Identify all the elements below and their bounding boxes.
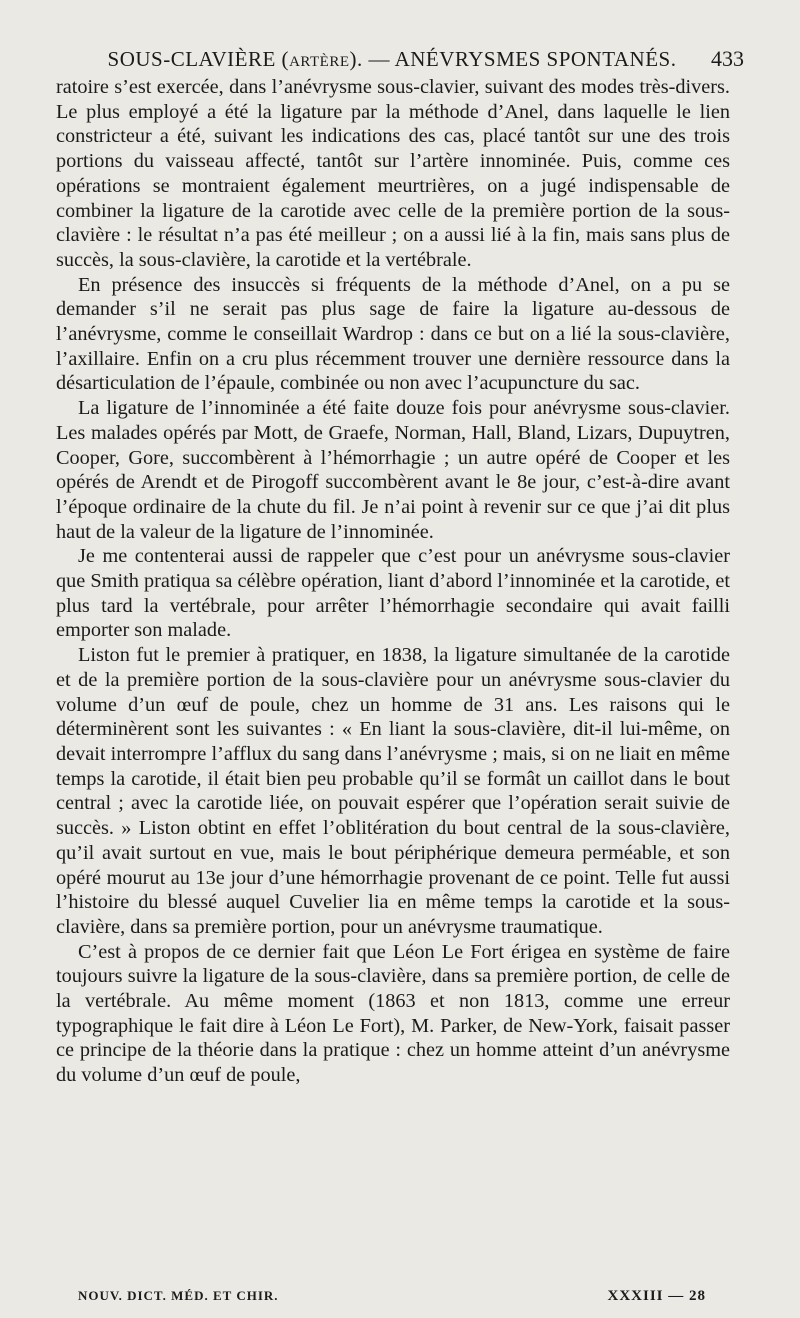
running-title-end: ). — ANÉVRYSMES SPONTANÉS.: [349, 47, 677, 71]
paragraph-4: Je me contenterai aussi de rappeler que c’est pour un anévrysme sous-clavier que Smith pratiqua sa célèbre opération, liant d’abord l’innominée et la carotide, et plus tard la vertébrale, pour arrêter l’hémorrhagie secondaire qui avait failli emporter son malade.: [56, 545, 730, 642]
paragraph-5: Liston fut le premier à pratiquer, en 1838, la ligature simultanée de la carotide et de la première portion de la sous-clavière pour un anévrysme sous-clavier du volume d’un œuf de poule, chez un homme de 31 ans. Les raisons qui le déterminèrent sont les suivantes : « En liant la sous-clavière, dit-il lui-même, on devait interrompre l’afflux du sang dans l’anévrysme ; mais, si on ne liait en même temps la carotide, il était bien peu probable qu’il se formât un caillot dans le bout central ; avec la carotide liée, on pouvait espérer que l’opération serait suivie de succès. » Liston obtint en effet l’oblitération du bout central de la sous-clavière, qu’il avait surtout en vue, mais le bout périphérique demeura perméable, et son opéré mourut au 13e jour d’une hémorrhagie provenant de ce point. Telle fut aussi l’histoire du blessé auquel Cuvelier lia en même temps la carotide et la sous-clavière, dans sa première portion, pour un anévrysme traumatique.: [56, 644, 730, 938]
footer-publication: NOUV. DICT. MÉD. ET CHIR.: [78, 1288, 279, 1303]
footer-signature: XXXIII — 28: [607, 1288, 706, 1304]
paragraph-1: ratoire s’est exercée, dans l’anévrysme sous-clavier, suivant des modes très-divers. Le plus employé a été la ligature par la méthode d’Anel, dans laquelle le lien constricteur a été, suivant les indications des cas, placé tantôt sur une des trois portions du vaisseau affecté, tantôt sur l’artère innominée. Puis, comme ces opérations se montraient également meurtrières, on a jugé indispensable de combiner la ligature de la carotide avec celle de la première portion de la sous-clavière : le résultat n’a pas été meilleur ; on a aussi lié à la fin, mais sans plus de succès, la sous-clavière, la carotide et la vertébrale.: [56, 76, 730, 271]
paragraph-6: C’est à propos de ce dernier fait que Léon Le Fort érigea en système de faire toujours suivre la ligature de la sous-clavière, dans sa première portion, de celle de la vertébrale. Au même moment (1863 et non 1813, comme une erreur typographique le fait dire à Léon Le Fort), M. Parker, de New-York, faisait passer ce principe de la théorie dans la pratique : chez un homme atteint d’un anévrysme du volume d’un œuf de poule,: [56, 940, 730, 1087]
running-title-start: SOUS-CLAVIÈRE (: [107, 47, 290, 71]
page-number: 433: [711, 46, 744, 71]
running-title: [40, 44, 744, 77]
page-footer: [56, 1285, 730, 1307]
body-text: [56, 75, 730, 1088]
running-title-section: ARTÈRE: [289, 54, 350, 70]
running-head: [40, 44, 744, 74]
paragraph-3: La ligature de l’innominée a été faite douze fois pour anévrysme sous-clavier. Les malades opérés par Mott, de Graefe, Norman, Hall, Bland, Lizars, Dupuytren, Cooper, Gore, succombèrent à l’hémorrhagie ; un autre opéré de Cooper et les opérés de Arendt et de Pirogoff succombèrent avant le 8e jour, c’est-à-dire avant l’époque ordinaire de la chute du fil. Je n’ai point à revenir sur ce que j’ai dit plus haut de la valeur de la ligature de l’innominée.: [56, 397, 730, 543]
paragraph-2: En présence des insuccès si fréquents de la méthode d’Anel, on a pu se demander s’il ne serait pas plus sage de faire la ligature au-dessous de l’anévrysme, comme le conseillait Wardrop : dans ce but on a lié la sous-clavière, l’axillaire. Enfin on a cru plus récemment trouver une dernière ressource dans la désarticulation de l’épaule, combinée ou non avec l’acupuncture du sac.: [56, 273, 730, 395]
